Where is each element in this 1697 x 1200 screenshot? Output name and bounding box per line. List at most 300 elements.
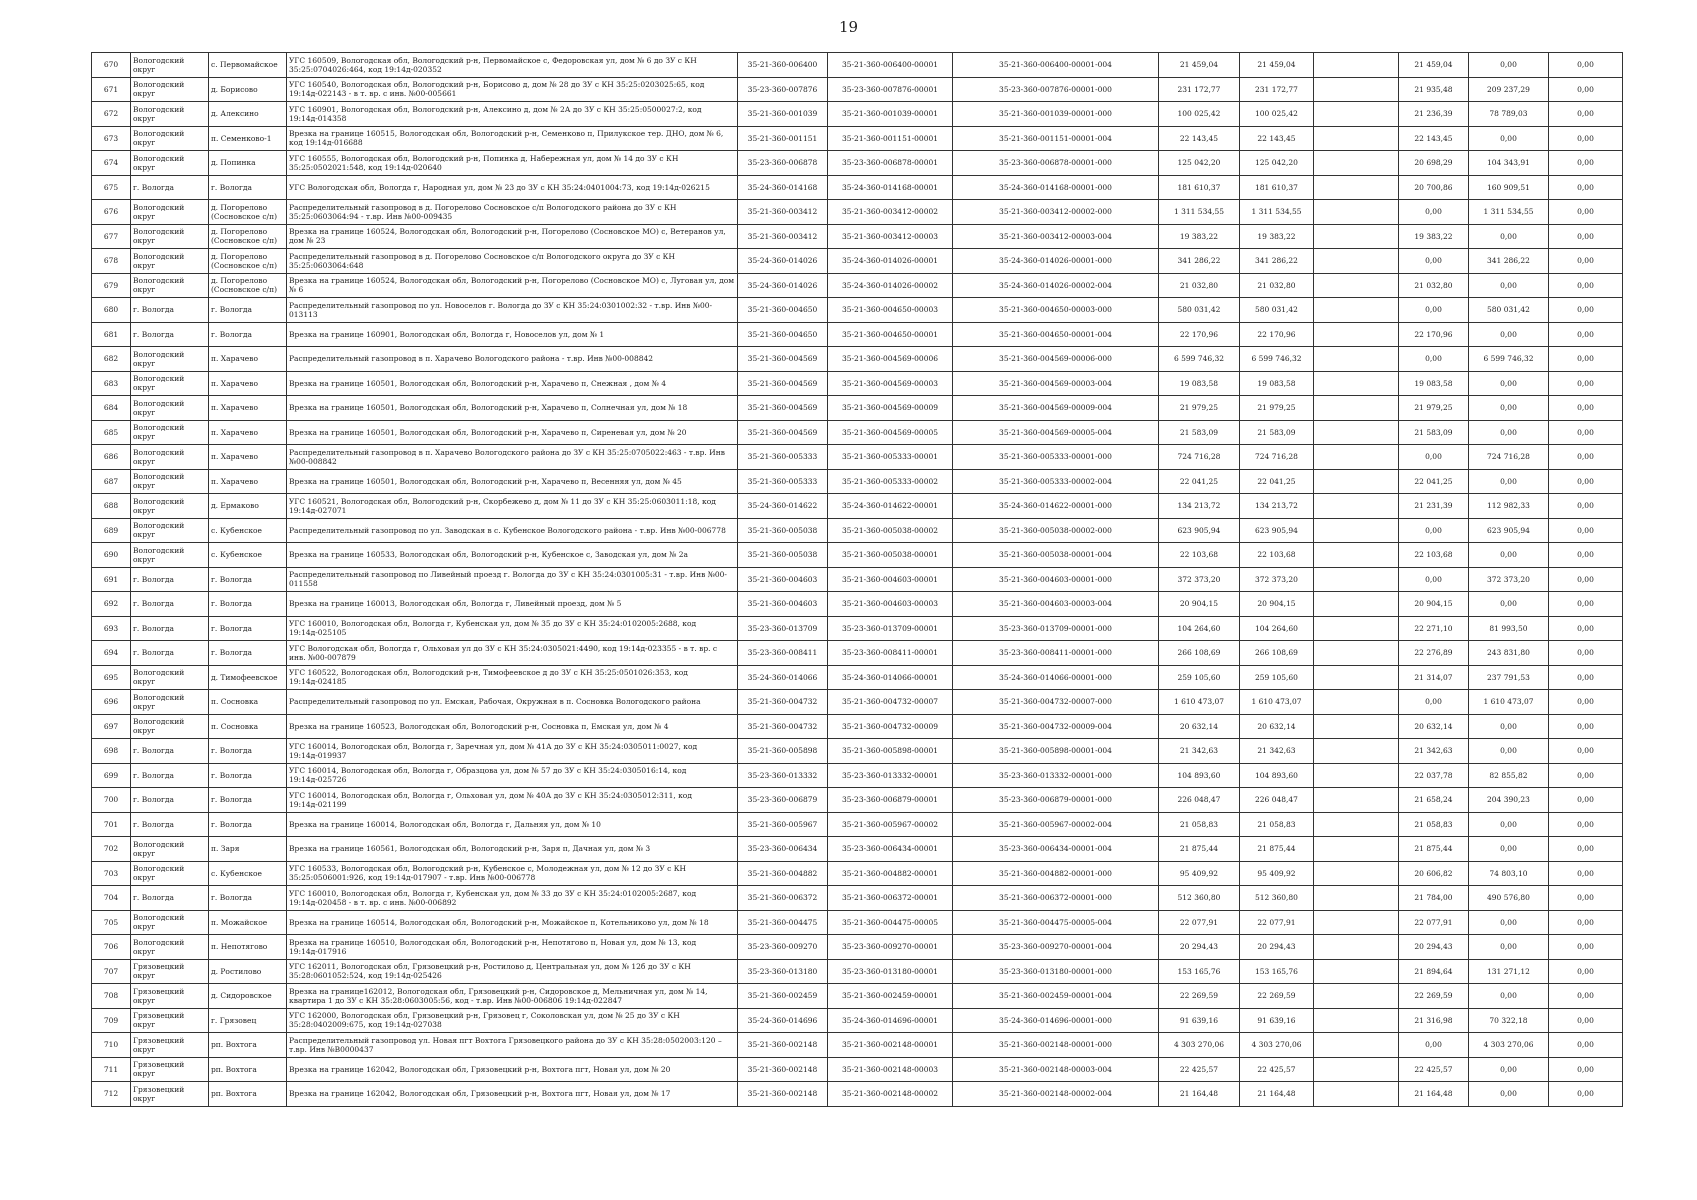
object-code-cell: 35-21-360-005967 bbox=[738, 812, 828, 837]
settlement-cell: п. Харачево bbox=[209, 445, 287, 470]
table-row bbox=[92, 910, 1623, 935]
total-cost-cell: 20 904,15 bbox=[1159, 592, 1240, 617]
connection-cost-cell: 0,00 bbox=[1399, 249, 1469, 274]
other-cost-cell: 0,00 bbox=[1549, 371, 1623, 396]
connection-cost-cell: 21 164,48 bbox=[1399, 1082, 1469, 1107]
row-number-cell: 679 bbox=[92, 273, 131, 298]
empty-cell bbox=[1314, 739, 1399, 764]
page-number: 19 bbox=[838, 18, 859, 36]
row-number-cell: 711 bbox=[92, 1057, 131, 1082]
cost-cell: 153 165,76 bbox=[1240, 959, 1314, 984]
table-row bbox=[92, 592, 1623, 617]
network-cost-cell: 78 789,03 bbox=[1469, 102, 1549, 127]
total-cost-cell: 623 905,94 bbox=[1159, 518, 1240, 543]
empty-cell bbox=[1314, 396, 1399, 421]
full-code-cell: 35-21-360-002148-00003-004 bbox=[953, 1057, 1159, 1082]
total-cost-cell: 21 342,63 bbox=[1159, 739, 1240, 764]
sub-code-cell: 35-21-360-005038-00002 bbox=[828, 518, 953, 543]
object-code-cell: 35-21-360-004569 bbox=[738, 347, 828, 372]
description-cell: УГС 160521, Вологодская обл, Вологодский р-н, Скорбежево д, дом № 11 до ЗУ с КН 35:25:0603011:18, код 19:14д-027071 bbox=[287, 494, 738, 519]
settlement-cell: г. Вологда bbox=[209, 175, 287, 200]
description-cell: УГС 160010, Вологодская обл, Вологда г, Кубенская ул, дом № 33 до ЗУ с КН 35:24:0102005:2687, код 19:14д-020458 - в т. вр. с инв. №00-006892 bbox=[287, 886, 738, 911]
cost-cell: 231 172,77 bbox=[1240, 77, 1314, 102]
network-cost-cell: 0,00 bbox=[1469, 910, 1549, 935]
table-row bbox=[92, 543, 1623, 568]
sub-code-cell: 35-24-360-014168-00001 bbox=[828, 175, 953, 200]
full-code-cell: 35-23-360-008411-00001-000 bbox=[953, 641, 1159, 666]
row-number-cell: 704 bbox=[92, 886, 131, 911]
table-row bbox=[92, 77, 1623, 102]
other-cost-cell: 0,00 bbox=[1549, 396, 1623, 421]
district-cell: г. Вологда bbox=[131, 641, 209, 666]
empty-cell bbox=[1314, 886, 1399, 911]
connection-cost-cell: 20 904,15 bbox=[1399, 592, 1469, 617]
total-cost-cell: 259 105,60 bbox=[1159, 665, 1240, 690]
full-code-cell: 35-23-360-013180-00001-000 bbox=[953, 959, 1159, 984]
table-row bbox=[92, 1057, 1623, 1082]
description-cell: Врезка на границе 160013, Вологодская обл, Вологда г, Ливейный проезд, дом № 5 bbox=[287, 592, 738, 617]
sub-code-cell: 35-23-360-008411-00001 bbox=[828, 641, 953, 666]
table-row bbox=[92, 396, 1623, 421]
settlement-cell: с. Первомайское bbox=[209, 53, 287, 78]
district-cell: Вологодский округ bbox=[131, 518, 209, 543]
object-code-cell: 35-21-360-005038 bbox=[738, 543, 828, 568]
other-cost-cell: 0,00 bbox=[1549, 298, 1623, 323]
sub-code-cell: 35-23-360-009270-00001 bbox=[828, 935, 953, 960]
row-number-cell: 698 bbox=[92, 739, 131, 764]
table-row bbox=[92, 273, 1623, 298]
description-cell: Врезка на границе 160501, Вологодская обл, Вологодский р-н, Харачево п, Солнечная ул, дом № 18 bbox=[287, 396, 738, 421]
row-number-cell: 695 bbox=[92, 665, 131, 690]
settlement-cell: рп. Вохтога bbox=[209, 1057, 287, 1082]
description-cell: УГС 160010, Вологодская обл, Вологда г, Кубенская ул, дом № 35 до ЗУ с КН 35:24:0102005:2688, код 19:14д-025105 bbox=[287, 616, 738, 641]
table-row bbox=[92, 298, 1623, 323]
cost-cell: 22 269,59 bbox=[1240, 984, 1314, 1009]
row-number-cell: 678 bbox=[92, 249, 131, 274]
row-number-cell: 685 bbox=[92, 420, 131, 445]
network-cost-cell: 0,00 bbox=[1469, 1057, 1549, 1082]
connection-cost-cell: 21 236,39 bbox=[1399, 102, 1469, 127]
full-code-cell: 35-21-360-005333-00002-004 bbox=[953, 469, 1159, 494]
full-code-cell: 35-21-360-002459-00001-004 bbox=[953, 984, 1159, 1009]
connection-cost-cell: 20 698,29 bbox=[1399, 151, 1469, 176]
full-code-cell: 35-21-360-003412-00002-000 bbox=[953, 200, 1159, 225]
network-cost-cell: 160 909,51 bbox=[1469, 175, 1549, 200]
other-cost-cell: 0,00 bbox=[1549, 567, 1623, 592]
full-code-cell: 35-23-360-013332-00001-000 bbox=[953, 763, 1159, 788]
object-code-cell: 35-21-360-002148 bbox=[738, 1057, 828, 1082]
district-cell: Вологодский округ bbox=[131, 935, 209, 960]
network-cost-cell: 724 716,28 bbox=[1469, 445, 1549, 470]
connection-cost-cell: 21 875,44 bbox=[1399, 837, 1469, 862]
row-number-cell: 676 bbox=[92, 200, 131, 225]
other-cost-cell: 0,00 bbox=[1549, 714, 1623, 739]
row-number-cell: 688 bbox=[92, 494, 131, 519]
connection-cost-cell: 20 632,14 bbox=[1399, 714, 1469, 739]
total-cost-cell: 100 025,42 bbox=[1159, 102, 1240, 127]
full-code-cell: 35-21-360-003412-00003-004 bbox=[953, 224, 1159, 249]
settlement-cell: п. Заря bbox=[209, 837, 287, 862]
settlement-cell: г. Вологда bbox=[209, 322, 287, 347]
cost-cell: 21 342,63 bbox=[1240, 739, 1314, 764]
object-code-cell: 35-21-360-004732 bbox=[738, 690, 828, 715]
settlement-cell: с. Кубенское bbox=[209, 518, 287, 543]
network-cost-cell: 0,00 bbox=[1469, 469, 1549, 494]
network-cost-cell: 112 982,33 bbox=[1469, 494, 1549, 519]
other-cost-cell: 0,00 bbox=[1549, 420, 1623, 445]
settlement-cell: д. Погорелово (Сосновское с/п) bbox=[209, 200, 287, 225]
district-cell: г. Вологда bbox=[131, 763, 209, 788]
cost-cell: 104 264,60 bbox=[1240, 616, 1314, 641]
description-cell: УГС 162011, Вологодская обл, Грязовецкий р-н, Ростилово д, Центральная ул, дом № 12б до ЗУ с КН 35:28:0601052:524, код 19:14д-025426 bbox=[287, 959, 738, 984]
row-number-cell: 671 bbox=[92, 77, 131, 102]
sub-code-cell: 35-21-360-003412-00002 bbox=[828, 200, 953, 225]
table-row bbox=[92, 739, 1623, 764]
other-cost-cell: 0,00 bbox=[1549, 249, 1623, 274]
settlement-cell: п. Можайское bbox=[209, 910, 287, 935]
total-cost-cell: 134 213,72 bbox=[1159, 494, 1240, 519]
connection-cost-cell: 21 658,24 bbox=[1399, 788, 1469, 813]
total-cost-cell: 104 893,60 bbox=[1159, 763, 1240, 788]
other-cost-cell: 0,00 bbox=[1549, 739, 1623, 764]
network-cost-cell: 490 576,80 bbox=[1469, 886, 1549, 911]
connection-cost-cell: 0,00 bbox=[1399, 567, 1469, 592]
total-cost-cell: 22 103,68 bbox=[1159, 543, 1240, 568]
table-row bbox=[92, 53, 1623, 78]
connection-cost-cell: 21 316,98 bbox=[1399, 1008, 1469, 1033]
description-cell: Распределительный газопровод в п. Харачево Вологодского района до ЗУ с КН 35:25:0705022:463 - т.вр. Инв №00-008842 bbox=[287, 445, 738, 470]
settlement-cell: п. Харачево bbox=[209, 420, 287, 445]
cost-cell: 104 893,60 bbox=[1240, 763, 1314, 788]
district-cell: г. Вологда bbox=[131, 739, 209, 764]
network-cost-cell: 4 303 270,06 bbox=[1469, 1033, 1549, 1058]
sub-code-cell: 35-23-360-006879-00001 bbox=[828, 788, 953, 813]
network-cost-cell: 0,00 bbox=[1469, 273, 1549, 298]
object-code-cell: 35-21-360-001151 bbox=[738, 126, 828, 151]
network-cost-cell: 104 343,91 bbox=[1469, 151, 1549, 176]
cost-cell: 21 032,80 bbox=[1240, 273, 1314, 298]
row-number-cell: 691 bbox=[92, 567, 131, 592]
description-cell: Врезка на границе162012, Вологодская обл, Грязовецкий р-н, Сидоровское д, Мельничная ул, дом № 14, квартира 1 до ЗУ с КН 35:28:0603005:56, код - т.вр. Инв №00-006806 19:14д-022847 bbox=[287, 984, 738, 1009]
network-cost-cell: 0,00 bbox=[1469, 224, 1549, 249]
total-cost-cell: 22 077,91 bbox=[1159, 910, 1240, 935]
full-code-cell: 35-23-360-006434-00001-004 bbox=[953, 837, 1159, 862]
total-cost-cell: 4 303 270,06 bbox=[1159, 1033, 1240, 1058]
district-cell: Вологодский округ bbox=[131, 494, 209, 519]
full-code-cell: 35-21-360-004475-00005-004 bbox=[953, 910, 1159, 935]
district-cell: Вологодский округ bbox=[131, 910, 209, 935]
assets-table bbox=[91, 52, 1623, 1107]
table-row bbox=[92, 788, 1623, 813]
description-cell: Врезка на границе 160533, Вологодская обл, Вологодский р-н, Кубенское с, Заводская ул, дом № 2а bbox=[287, 543, 738, 568]
table-row bbox=[92, 420, 1623, 445]
full-code-cell: 35-24-360-014066-00001-000 bbox=[953, 665, 1159, 690]
total-cost-cell: 104 264,60 bbox=[1159, 616, 1240, 641]
settlement-cell: п. Харачево bbox=[209, 347, 287, 372]
cost-cell: 1 610 473,07 bbox=[1240, 690, 1314, 715]
row-number-cell: 707 bbox=[92, 959, 131, 984]
description-cell: Врезка на границе 160514, Вологодская обл, Вологодский р-н, Можайское п, Котельниково ул, дом № 18 bbox=[287, 910, 738, 935]
row-number-cell: 682 bbox=[92, 347, 131, 372]
district-cell: г. Вологда bbox=[131, 616, 209, 641]
settlement-cell: д. Погорелово (Сосновское с/п) bbox=[209, 224, 287, 249]
object-code-cell: 35-23-360-013180 bbox=[738, 959, 828, 984]
cost-cell: 21 979,25 bbox=[1240, 396, 1314, 421]
object-code-cell: 35-23-360-006878 bbox=[738, 151, 828, 176]
empty-cell bbox=[1314, 175, 1399, 200]
total-cost-cell: 181 610,37 bbox=[1159, 175, 1240, 200]
empty-cell bbox=[1314, 690, 1399, 715]
full-code-cell: 35-21-360-002148-00002-004 bbox=[953, 1082, 1159, 1107]
connection-cost-cell: 21 231,39 bbox=[1399, 494, 1469, 519]
network-cost-cell: 0,00 bbox=[1469, 739, 1549, 764]
full-code-cell: 35-21-360-001151-00001-004 bbox=[953, 126, 1159, 151]
cost-cell: 125 042,20 bbox=[1240, 151, 1314, 176]
description-cell: УГС 160509, Вологодская обл, Вологодский р-н, Первомайское с, Федоровская ул, дом № 6 до ЗУ с КН 35:25:0704026:464, код 19:14д-020352 bbox=[287, 53, 738, 78]
settlement-cell: п. Семенково-1 bbox=[209, 126, 287, 151]
settlement-cell: д. Тимофеевское bbox=[209, 665, 287, 690]
description-cell: Распределительный газопровод в д. Погорелово Сосновское с/п Вологодского округа до ЗУ с КН 35:25:0603064:648 bbox=[287, 249, 738, 274]
connection-cost-cell: 0,00 bbox=[1399, 347, 1469, 372]
cost-cell: 181 610,37 bbox=[1240, 175, 1314, 200]
connection-cost-cell: 21 979,25 bbox=[1399, 396, 1469, 421]
row-number-cell: 690 bbox=[92, 543, 131, 568]
empty-cell bbox=[1314, 347, 1399, 372]
table-row bbox=[92, 175, 1623, 200]
description-cell: УГС 162000, Вологодская обл, Грязовецкий р-н, Грязовец г, Соколовская ул, дом № 25 до ЗУ с КН 35:28:0402009:675, код 19:14д-027038 bbox=[287, 1008, 738, 1033]
other-cost-cell: 0,00 bbox=[1549, 273, 1623, 298]
cost-cell: 22 041,25 bbox=[1240, 469, 1314, 494]
settlement-cell: с. Кубенское bbox=[209, 543, 287, 568]
other-cost-cell: 0,00 bbox=[1549, 763, 1623, 788]
description-cell: Врезка на границе 162042, Вологодская обл, Грязовецкий р-н, Вохтога пгт, Новая ул, дом № 17 bbox=[287, 1082, 738, 1107]
connection-cost-cell: 0,00 bbox=[1399, 1033, 1469, 1058]
object-code-cell: 35-21-360-004569 bbox=[738, 420, 828, 445]
sub-code-cell: 35-21-360-003412-00003 bbox=[828, 224, 953, 249]
cost-cell: 22 425,57 bbox=[1240, 1057, 1314, 1082]
district-cell: Грязовецкий округ bbox=[131, 1082, 209, 1107]
network-cost-cell: 0,00 bbox=[1469, 396, 1549, 421]
connection-cost-cell: 0,00 bbox=[1399, 200, 1469, 225]
sub-code-cell: 35-23-360-013332-00001 bbox=[828, 763, 953, 788]
row-number-cell: 692 bbox=[92, 592, 131, 617]
sub-code-cell: 35-24-360-014066-00001 bbox=[828, 665, 953, 690]
object-code-cell: 35-21-360-004650 bbox=[738, 298, 828, 323]
empty-cell bbox=[1314, 714, 1399, 739]
empty-cell bbox=[1314, 224, 1399, 249]
table-row bbox=[92, 1008, 1623, 1033]
settlement-cell: п. Харачево bbox=[209, 371, 287, 396]
full-code-cell: 35-21-360-004882-00001-000 bbox=[953, 861, 1159, 886]
connection-cost-cell: 22 271,10 bbox=[1399, 616, 1469, 641]
other-cost-cell: 0,00 bbox=[1549, 494, 1623, 519]
description-cell: УГС Вологодская обл, Вологда г, Народная ул, дом № 23 до ЗУ с КН 35:24:0401004:73, код 19:14д-026215 bbox=[287, 175, 738, 200]
row-number-cell: 675 bbox=[92, 175, 131, 200]
settlement-cell: д. Погорелово (Сосновское с/п) bbox=[209, 273, 287, 298]
sub-code-cell: 35-24-360-014026-00001 bbox=[828, 249, 953, 274]
other-cost-cell: 0,00 bbox=[1549, 543, 1623, 568]
total-cost-cell: 21 164,48 bbox=[1159, 1082, 1240, 1107]
connection-cost-cell: 21 894,64 bbox=[1399, 959, 1469, 984]
district-cell: г. Вологда bbox=[131, 322, 209, 347]
district-cell: Вологодский округ bbox=[131, 273, 209, 298]
table-row bbox=[92, 1033, 1623, 1058]
full-code-cell: 35-23-360-006878-00001-000 bbox=[953, 151, 1159, 176]
description-cell: Врезка на границе 160515, Вологодская обл, Вологодский р-н, Семенково п, Прилукское тер. ДНО, дом № 6, код 19:14д-016688 bbox=[287, 126, 738, 151]
settlement-cell: г. Вологда bbox=[209, 739, 287, 764]
row-number-cell: 710 bbox=[92, 1033, 131, 1058]
empty-cell bbox=[1314, 1082, 1399, 1107]
cost-cell: 21 058,83 bbox=[1240, 812, 1314, 837]
empty-cell bbox=[1314, 1057, 1399, 1082]
settlement-cell: д. Попинка bbox=[209, 151, 287, 176]
object-code-cell: 35-21-360-004569 bbox=[738, 396, 828, 421]
total-cost-cell: 21 979,25 bbox=[1159, 396, 1240, 421]
object-code-cell: 35-24-360-014696 bbox=[738, 1008, 828, 1033]
empty-cell bbox=[1314, 861, 1399, 886]
full-code-cell: 35-21-360-004569-00009-004 bbox=[953, 396, 1159, 421]
table-row bbox=[92, 371, 1623, 396]
empty-cell bbox=[1314, 126, 1399, 151]
district-cell: г. Вологда bbox=[131, 788, 209, 813]
other-cost-cell: 0,00 bbox=[1549, 1033, 1623, 1058]
other-cost-cell: 0,00 bbox=[1549, 200, 1623, 225]
description-cell: УГС 160533, Вологодская обл, Вологодский р-н, Кубенское с, Молодежная ул, дом № 12 до ЗУ с КН 35:25:0506001:926, код 19:14д-017907 - т.вр. Инв №00-006778 bbox=[287, 861, 738, 886]
district-cell: Грязовецкий округ bbox=[131, 984, 209, 1009]
row-number-cell: 693 bbox=[92, 616, 131, 641]
row-number-cell: 702 bbox=[92, 837, 131, 862]
network-cost-cell: 204 390,23 bbox=[1469, 788, 1549, 813]
network-cost-cell: 0,00 bbox=[1469, 837, 1549, 862]
description-cell: Распределительный газопровод по ул. Новоселов г. Вологда до ЗУ с КН 35:24:0301002:32 - т.вр. Инв №00-013113 bbox=[287, 298, 738, 323]
full-code-cell: 35-21-360-005898-00001-004 bbox=[953, 739, 1159, 764]
other-cost-cell: 0,00 bbox=[1549, 886, 1623, 911]
other-cost-cell: 0,00 bbox=[1549, 837, 1623, 862]
other-cost-cell: 0,00 bbox=[1549, 322, 1623, 347]
description-cell: Врезка на границе 160014, Вологодская обл, Вологда г, Дальняя ул, дом № 10 bbox=[287, 812, 738, 837]
other-cost-cell: 0,00 bbox=[1549, 53, 1623, 78]
cost-cell: 512 360,80 bbox=[1240, 886, 1314, 911]
cost-cell: 1 311 534,55 bbox=[1240, 200, 1314, 225]
description-cell: Врезка на границе 160501, Вологодская обл, Вологодский р-н, Харачево п, Снежная , дом № 4 bbox=[287, 371, 738, 396]
total-cost-cell: 512 360,80 bbox=[1159, 886, 1240, 911]
table-row bbox=[92, 886, 1623, 911]
empty-cell bbox=[1314, 420, 1399, 445]
table-row bbox=[92, 616, 1623, 641]
full-code-cell: 35-21-360-005967-00002-004 bbox=[953, 812, 1159, 837]
full-code-cell: 35-21-360-004732-00007-000 bbox=[953, 690, 1159, 715]
sub-code-cell: 35-23-360-007876-00001 bbox=[828, 77, 953, 102]
district-cell: Вологодский округ bbox=[131, 151, 209, 176]
connection-cost-cell: 20 294,43 bbox=[1399, 935, 1469, 960]
table-row bbox=[92, 445, 1623, 470]
settlement-cell: д. Сидоровское bbox=[209, 984, 287, 1009]
table-row bbox=[92, 837, 1623, 862]
other-cost-cell: 0,00 bbox=[1549, 347, 1623, 372]
cost-cell: 134 213,72 bbox=[1240, 494, 1314, 519]
table-body bbox=[92, 53, 1623, 1107]
sub-code-cell: 35-21-360-006372-00001 bbox=[828, 886, 953, 911]
total-cost-cell: 22 143,45 bbox=[1159, 126, 1240, 151]
description-cell: Врезка на границе 160501, Вологодская обл, Вологодский р-н, Харачево п, Весенняя ул, дом № 45 bbox=[287, 469, 738, 494]
network-cost-cell: 0,00 bbox=[1469, 592, 1549, 617]
connection-cost-cell: 22 425,57 bbox=[1399, 1057, 1469, 1082]
table-row bbox=[92, 984, 1623, 1009]
total-cost-cell: 95 409,92 bbox=[1159, 861, 1240, 886]
table-row bbox=[92, 665, 1623, 690]
full-code-cell: 35-23-360-007876-00001-000 bbox=[953, 77, 1159, 102]
settlement-cell: п. Сосновка bbox=[209, 714, 287, 739]
cost-cell: 19 383,22 bbox=[1240, 224, 1314, 249]
cost-cell: 4 303 270,06 bbox=[1240, 1033, 1314, 1058]
empty-cell bbox=[1314, 322, 1399, 347]
empty-cell bbox=[1314, 494, 1399, 519]
sub-code-cell: 35-23-360-013180-00001 bbox=[828, 959, 953, 984]
full-code-cell: 35-21-360-005333-00001-000 bbox=[953, 445, 1159, 470]
table-row bbox=[92, 249, 1623, 274]
description-cell: Врезка на границе 162042, Вологодская обл, Грязовецкий р-н, Вохтога пгт, Новая ул, дом № 20 bbox=[287, 1057, 738, 1082]
other-cost-cell: 0,00 bbox=[1549, 469, 1623, 494]
settlement-cell: п. Сосновка bbox=[209, 690, 287, 715]
other-cost-cell: 0,00 bbox=[1549, 788, 1623, 813]
row-number-cell: 686 bbox=[92, 445, 131, 470]
district-cell: г. Вологда bbox=[131, 175, 209, 200]
full-code-cell: 35-24-360-014026-00002-004 bbox=[953, 273, 1159, 298]
district-cell: Грязовецкий округ bbox=[131, 1008, 209, 1033]
full-code-cell: 35-23-360-013709-00001-000 bbox=[953, 616, 1159, 641]
sub-code-cell: 35-21-360-004569-00005 bbox=[828, 420, 953, 445]
table-row bbox=[92, 224, 1623, 249]
network-cost-cell: 131 271,12 bbox=[1469, 959, 1549, 984]
sub-code-cell: 35-21-360-001151-00001 bbox=[828, 126, 953, 151]
total-cost-cell: 125 042,20 bbox=[1159, 151, 1240, 176]
network-cost-cell: 6 599 746,32 bbox=[1469, 347, 1549, 372]
district-cell: Вологодский округ bbox=[131, 665, 209, 690]
description-cell: Врезка на границе 160524, Вологодская обл, Вологодский р-н, Погорелово (Сосновское МО) с, Ветеранов ул, дом № 23 bbox=[287, 224, 738, 249]
object-code-cell: 35-21-360-004650 bbox=[738, 322, 828, 347]
other-cost-cell: 0,00 bbox=[1549, 812, 1623, 837]
connection-cost-cell: 22 077,91 bbox=[1399, 910, 1469, 935]
district-cell: Вологодский округ bbox=[131, 714, 209, 739]
network-cost-cell: 82 855,82 bbox=[1469, 763, 1549, 788]
description-cell: УГС 160522, Вологодская обл, Вологодский р-н, Тимофеевское д до ЗУ с КН 35:25:0501026:353, код 19:14д-024185 bbox=[287, 665, 738, 690]
district-cell: Вологодский округ bbox=[131, 445, 209, 470]
district-cell: Вологодский округ bbox=[131, 837, 209, 862]
empty-cell bbox=[1314, 1033, 1399, 1058]
network-cost-cell: 1 610 473,07 bbox=[1469, 690, 1549, 715]
network-cost-cell: 70 322,18 bbox=[1469, 1008, 1549, 1033]
connection-cost-cell: 21 314,07 bbox=[1399, 665, 1469, 690]
settlement-cell: г. Вологда bbox=[209, 788, 287, 813]
empty-cell bbox=[1314, 665, 1399, 690]
empty-cell bbox=[1314, 151, 1399, 176]
district-cell: Грязовецкий округ bbox=[131, 1057, 209, 1082]
empty-cell bbox=[1314, 1008, 1399, 1033]
row-number-cell: 697 bbox=[92, 714, 131, 739]
total-cost-cell: 6 599 746,32 bbox=[1159, 347, 1240, 372]
cost-cell: 724 716,28 bbox=[1240, 445, 1314, 470]
row-number-cell: 708 bbox=[92, 984, 131, 1009]
sub-code-cell: 35-21-360-006400-00001 bbox=[828, 53, 953, 78]
other-cost-cell: 0,00 bbox=[1549, 126, 1623, 151]
other-cost-cell: 0,00 bbox=[1549, 959, 1623, 984]
object-code-cell: 35-23-360-008411 bbox=[738, 641, 828, 666]
total-cost-cell: 231 172,77 bbox=[1159, 77, 1240, 102]
settlement-cell: с. Кубенское bbox=[209, 861, 287, 886]
full-code-cell: 35-24-360-014622-00001-000 bbox=[953, 494, 1159, 519]
network-cost-cell: 0,00 bbox=[1469, 1082, 1549, 1107]
district-cell: Грязовецкий округ bbox=[131, 959, 209, 984]
